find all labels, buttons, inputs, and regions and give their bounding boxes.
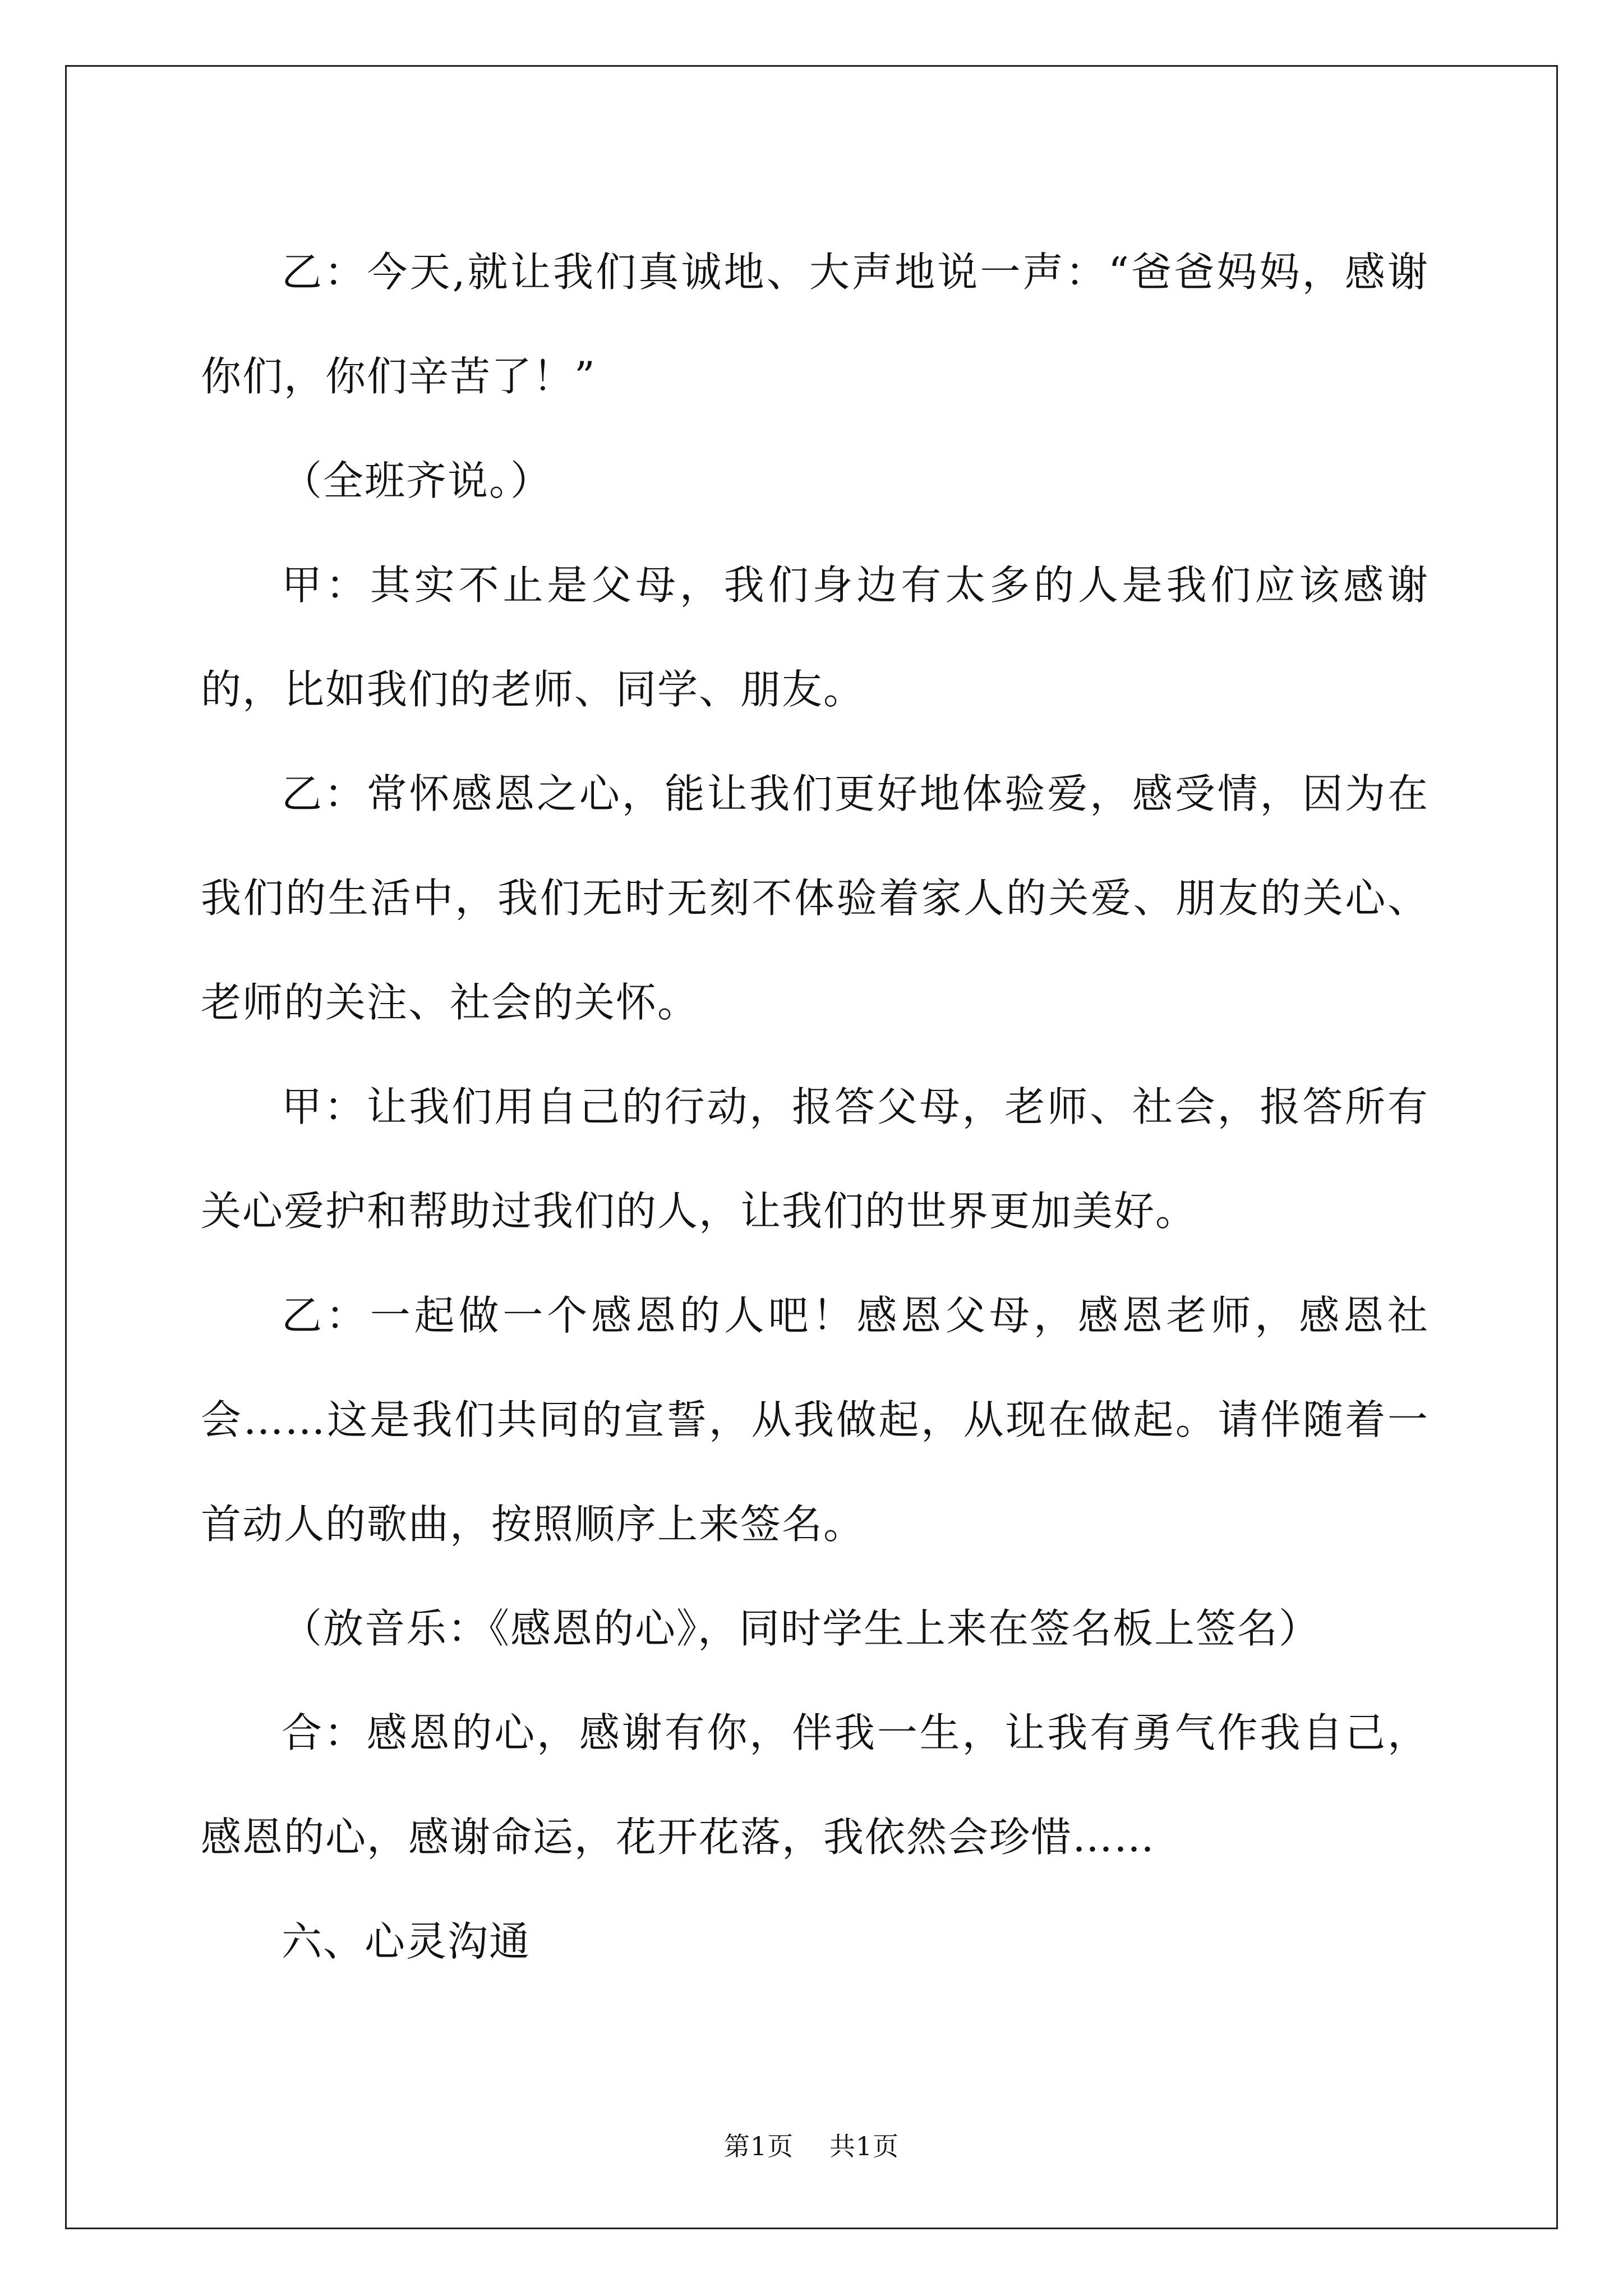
paragraph-3: 甲：其实不止是父母，我们身边有太多的人是我们应该感谢的，比如我们的老师、同学、朋友。 (201, 562, 1429, 713)
paragraph-6: 乙：一起做一个感恩的人吧！感恩父母，感恩老师，感恩社会……这是我们共同的宣誓，从我做起，从现在做起。请伴随着一首动人的歌曲，按照顺序上来签名。 (201, 1292, 1429, 1548)
page-number: 第1页 (723, 2131, 794, 2161)
paragraph-1: 乙：今天,就让我们真诚地、大声地说一声：“爸爸妈妈，感谢你们，你们辛苦了！” (201, 249, 1429, 400)
paragraph-5: 甲：让我们用自己的行动，报答父母，老师、社会，报答所有关心爱护和帮助过我们的人，让我们的世界更加美好。 (201, 1083, 1429, 1235)
page-footer (0, 2126, 1623, 2163)
paragraph-2: （全班齐说。） (282, 457, 552, 504)
paragraph-7: （放音乐：《感恩的心》，同时学生上来在签名板上签名） (282, 1605, 1321, 1652)
paragraph-4: 乙：常怀感恩之心，能让我们更好地体验爱，感受情，因为在我们的生活中，我们无时无刻不体验着家人的关爱、朋友的关心、老师的关注、社会的关怀。 (201, 770, 1429, 1026)
paragraph-8: 合：感恩的心，感谢有你，伴我一生，让我有勇气作我自己，感恩的心，感谢命运，花开花落，我依然会珍惜…… (201, 1709, 1429, 1861)
page-total: 共1页 (829, 2131, 900, 2161)
document-body (201, 220, 1429, 1994)
section-heading: 六、心灵沟通 (282, 1918, 531, 1965)
